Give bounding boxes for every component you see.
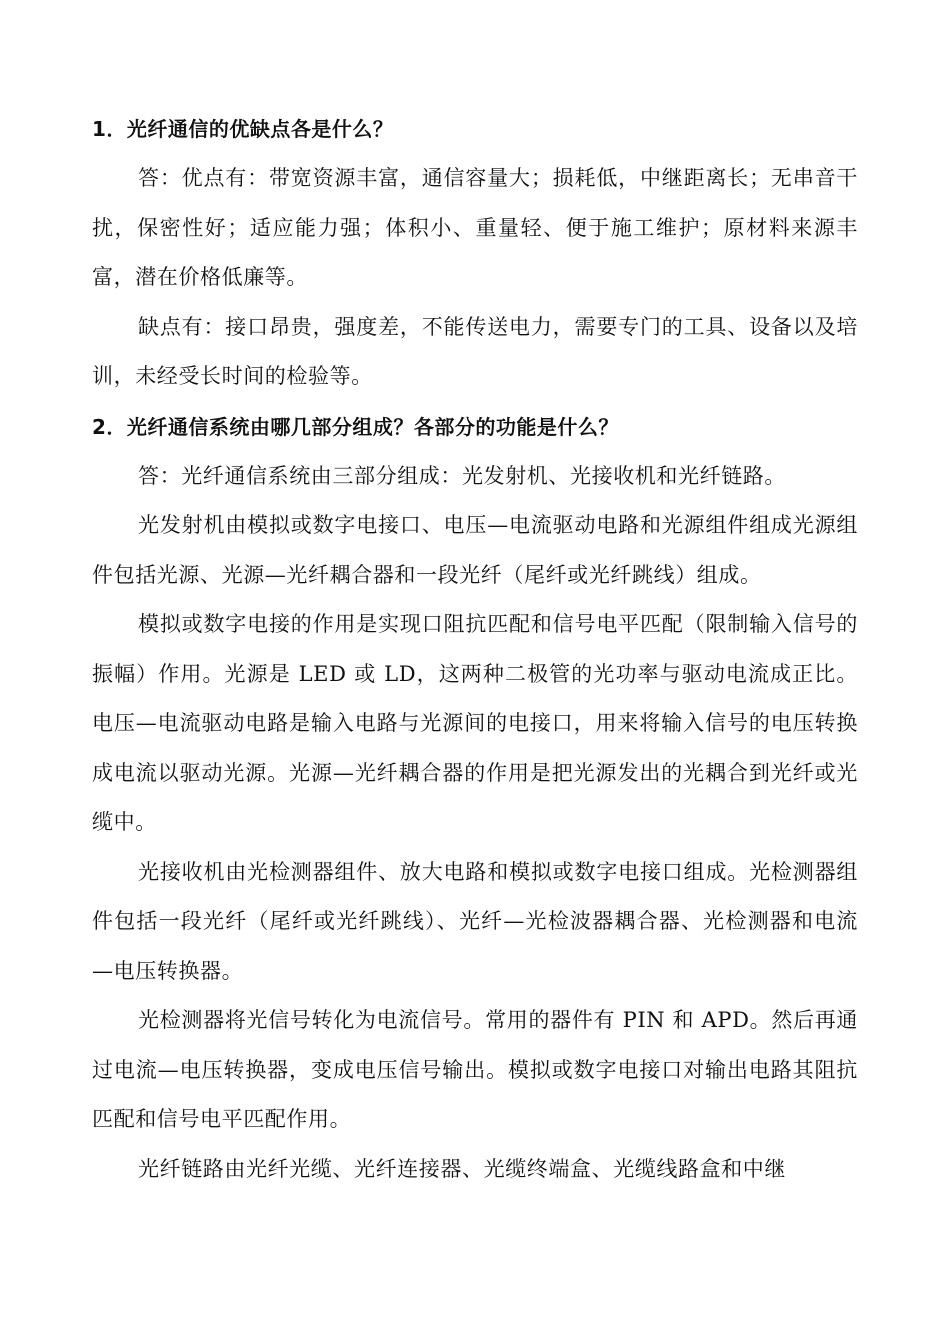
answer-1-disadvantages: 缺点有：接口昂贵，强度差，不能传送电力，需要专门的工具、设备以及培训，未经受长时间的检验等。 [92, 314, 858, 388]
answer-2-fiber-link: 光纤链路由光纤光缆、光纤连接器、光缆终端盒、光缆线路盒和中继 [138, 1156, 786, 1181]
document-body [92, 104, 858, 1194]
question-1-heading: 1．光纤通信的优缺点各是什么？ [92, 117, 394, 141]
answer-2-detector: 光检测器将光信号转化为电流信号。常用的器件有 PIN 和 APD。然后再通过电流—电压转换器，变成电压信号输出。模拟或数字电接口对输出电路其阻抗匹配和信号电平匹配作用。 [92, 1008, 858, 1131]
question-2-heading: 2．光纤通信系统由哪几部分组成？各部分的功能是什么？ [92, 414, 619, 439]
answer-2-overview: 答：光纤通信系统由三部分组成：光发射机、光接收机和光纤链路。 [138, 463, 786, 488]
answer-2-interface-function: 模拟或数字电接的作用是实现口阻抗匹配和信号电平匹配（限制输入信号的振幅）作用。光源是 LED 或 LD，这两种二极管的光功率与驱动电流成正比。电压—电流驱动电路是输入电路与光源间的电接口，用来将输入信号的电压转换成电流以驱动光源。光源—光纤耦合器的作用是把光源发出的光耦合到光纤或光缆中。 [92, 612, 858, 834]
answer-1-advantages: 答：优点有：带宽资源丰富，通信容量大；损耗低，中继距离长；无串音干扰，保密性好；适应能力强；体积小、重量轻、便于施工维护；原材料来源丰富，潜在价格低廉等。 [92, 166, 858, 289]
answer-2-transmitter: 光发射机由模拟或数字电接口、电压—电流驱动电路和光源组件组成光源组件包括光源、光源—光纤耦合器和一段光纤（尾纤或光纤跳线）组成。 [92, 513, 858, 587]
answer-2-receiver: 光接收机由光检测器组件、放大电路和模拟或数字电接口组成。光检测器组件包括一段光纤（尾纤或光纤跳线）、光纤—光检波器耦合器、光检测器和电流—电压转换器。 [92, 859, 858, 983]
